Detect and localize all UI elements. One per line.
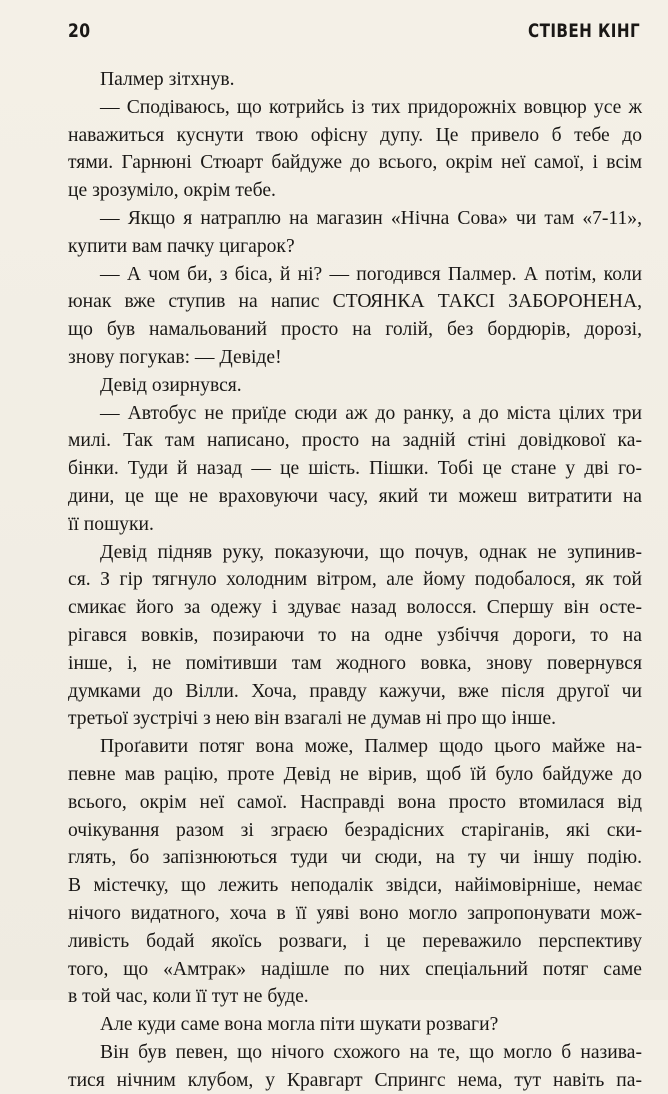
body-text — [68, 66, 642, 1094]
text-line: — Сподіваюсь, що котрийсь із тих придорожніх вовцюр усе ж — [100, 96, 642, 118]
page-header — [68, 18, 640, 48]
text-line: купити вам пачку цигарок? — [68, 235, 295, 257]
text-line: що був намальований просто на голій, без бордюрів, дорозі, — [68, 319, 642, 341]
text-line: Але куди саме вона могла піти шукати розваги? — [100, 1014, 499, 1036]
text-line: всього, окрім неї самої. Насправді вона просто втомилася від — [68, 791, 642, 813]
text-line: Проґавити потяг вона може, Палмер щодо цього майже на- — [100, 736, 642, 758]
text-line: інше, і, не помітивши там жодного вовка, знову повернувся — [68, 652, 642, 674]
text-line: тися нічним клубом, у Кравгарт Спрингс нема, тут навіть па- — [68, 1069, 642, 1091]
text-line: глять, бо запізнюються туди чи сюди, на ту чи іншу подію. — [68, 847, 642, 869]
text-line: наважиться куснути твою офісну дупу. Це привело б тебе до — [68, 124, 642, 146]
text-line: В містечку, що лежить неподалік звідси, найімовірніше, немає — [68, 875, 642, 897]
page-number: 20 — [68, 20, 91, 42]
text-line: милі. Так там написано, просто на задній стіні довідкової ка- — [68, 430, 642, 452]
text-line: того, що «Амтрак» надішле по них спеціальний потяг саме — [68, 958, 642, 980]
text-line: рігався вовків, позираючи то на одне узбіччя дороги, то на — [68, 624, 642, 646]
text-line: Він був певен, що нічого схожого на те, що могло б назива- — [100, 1041, 642, 1063]
text-line: нічого видатного, хоча в її уяві воно могло запропонувати мож- — [68, 902, 642, 924]
text-line: Девід підняв руку, показуючи, що почув, однак не зупинив- — [100, 541, 642, 563]
text-line: смикає його за одежу і здуває назад волосся. Спершу він осте- — [68, 597, 642, 619]
text-line: очікування разом зі зграєю безрадісних старіганів, які ски- — [68, 819, 642, 841]
text-line: бінки. Туди й назад — це шість. Пішки. Тобі це стане у дві го- — [68, 458, 642, 480]
text-line: — Автобус не приїде сюди аж до ранку, а до міста цілих три — [100, 402, 642, 424]
text-line: її пошуки. — [68, 513, 154, 535]
text-line: ливість бодай якоїсь розваги, і це переважило перспективу — [68, 930, 642, 952]
text-line: Палмер зітхнув. — [100, 69, 235, 90]
text-line: ся. З гір тягнуло холодним вітром, але йому подобалося, як той — [68, 569, 642, 591]
text-line: це зрозуміло, окрім тебе. — [68, 180, 276, 202]
text-line: дини, це ще не враховуючи часу, який ти можеш витратити на — [68, 485, 642, 507]
text-line: знову погукав: — Девіде! — [68, 346, 282, 368]
text-line: — Якщо я натраплю на магазин «Нічна Сова» чи там «7-11», — [100, 207, 642, 229]
text-line: юнак вже ступив на напис СТОЯНКА ТАКСІ ЗАБОРОНЕНА, — [68, 291, 642, 313]
text-line: третьої зустрічі з нею він взагалі не думав ні про що інше. — [68, 708, 557, 730]
text-line: Девід озирнувся. — [100, 374, 242, 396]
text-line: в той час, коли її тут не буде. — [68, 986, 309, 1008]
text-line: певне мав рацію, проте Девід не вірив, щоб їй було байдуже до — [68, 763, 642, 785]
running-head-author: СТІВЕН КІНГ — [527, 20, 640, 42]
text-line: тями. Гарнюні Стюарт байдуже до всього, окрім неї самої, і всім — [68, 152, 642, 174]
text-line: думками до Вілли. Хоча, правду кажучи, вже після другої чи — [68, 680, 642, 702]
text-line: — А чом би, з біса, й ні? — погодився Палмер. А потім, коли — [100, 263, 642, 285]
